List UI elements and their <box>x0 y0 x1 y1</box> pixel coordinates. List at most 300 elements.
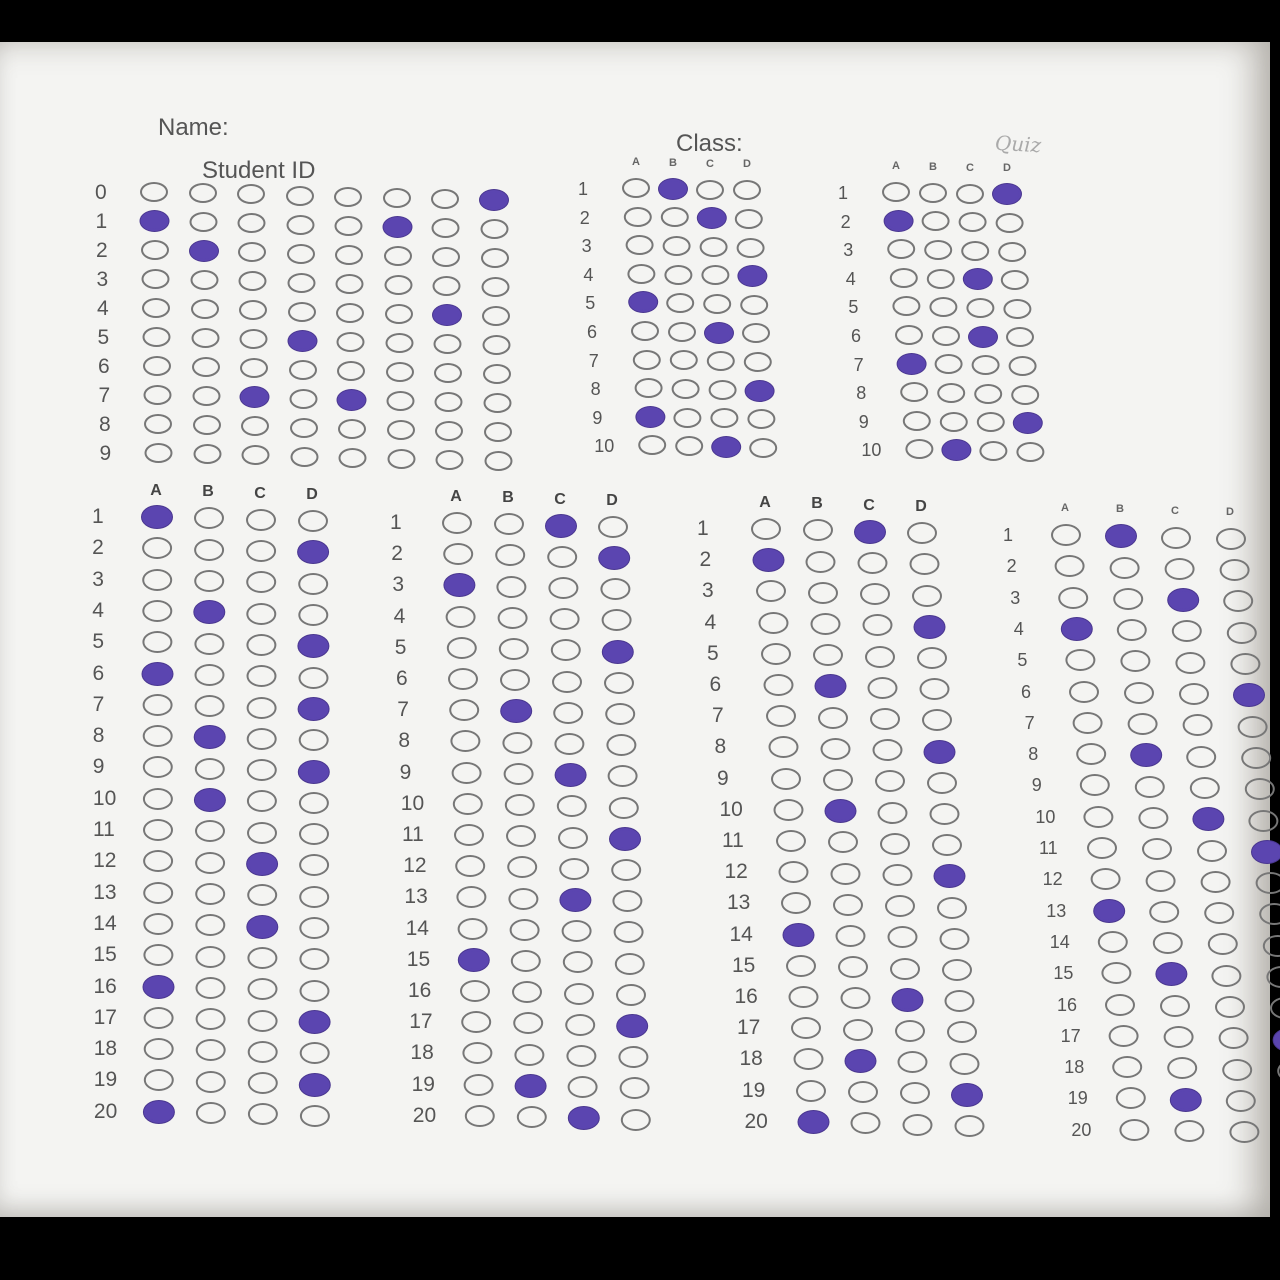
answer-bubble[interactable] <box>915 616 945 638</box>
answer-bubble[interactable] <box>1167 1057 1197 1079</box>
answer-bubble[interactable] <box>1256 872 1280 894</box>
answer-bubble[interactable] <box>300 1074 330 1096</box>
answer-bubble[interactable] <box>144 1007 174 1029</box>
answer-bubble[interactable] <box>1263 935 1280 957</box>
id-bubble[interactable] <box>480 219 508 239</box>
answer-bubble[interactable] <box>1190 777 1220 799</box>
answer-bubble[interactable] <box>196 977 226 999</box>
answer-bubble[interactable] <box>513 1012 543 1034</box>
answer-bubble[interactable] <box>929 297 957 317</box>
id-bubble[interactable] <box>193 415 221 435</box>
answer-bubble[interactable] <box>194 601 224 623</box>
answer-bubble[interactable] <box>550 608 580 630</box>
answer-bubble[interactable] <box>247 728 277 750</box>
answer-bubble[interactable] <box>1076 743 1106 765</box>
answer-bubble[interactable] <box>816 675 846 697</box>
id-bubble[interactable] <box>190 241 218 261</box>
answer-bubble[interactable] <box>606 734 636 756</box>
id-bubble[interactable] <box>483 393 511 413</box>
answer-bubble[interactable] <box>298 635 328 657</box>
answer-bubble[interactable] <box>1105 994 1135 1016</box>
answer-bubble[interactable] <box>1274 1029 1280 1051</box>
answer-bubble[interactable] <box>144 976 174 998</box>
answer-bubble[interactable] <box>833 894 863 916</box>
answer-bubble[interactable] <box>756 580 786 602</box>
answer-bubble[interactable] <box>610 828 640 850</box>
id-bubble[interactable] <box>142 298 170 318</box>
answer-bubble[interactable] <box>562 920 592 942</box>
answer-bubble[interactable] <box>143 913 173 935</box>
answer-bubble[interactable] <box>737 238 765 258</box>
answer-bubble[interactable] <box>143 882 173 904</box>
answer-bubble[interactable] <box>1080 774 1110 796</box>
answer-bubble[interactable] <box>444 574 474 596</box>
id-bubble[interactable] <box>383 188 411 208</box>
answer-bubble[interactable] <box>1156 963 1186 985</box>
answer-bubble[interactable] <box>956 184 984 204</box>
answer-bubble[interactable] <box>1069 681 1099 703</box>
id-bubble[interactable] <box>337 361 365 381</box>
id-bubble[interactable] <box>287 273 315 293</box>
id-bubble[interactable] <box>433 305 461 325</box>
answer-bubble[interactable] <box>443 543 473 565</box>
answer-bubble[interactable] <box>1220 559 1250 581</box>
answer-bubble[interactable] <box>751 518 781 540</box>
id-bubble[interactable] <box>290 418 318 438</box>
answer-bubble[interactable] <box>1098 931 1128 953</box>
answer-bubble[interactable] <box>860 583 890 605</box>
answer-bubble[interactable] <box>603 641 633 663</box>
answer-bubble[interactable] <box>512 981 542 1003</box>
answer-bubble[interactable] <box>1058 587 1088 609</box>
answer-bubble[interactable] <box>1208 933 1238 955</box>
answer-bubble[interactable] <box>836 925 866 947</box>
answer-bubble[interactable] <box>447 637 477 659</box>
answer-bubble[interactable] <box>456 886 486 908</box>
answer-bubble[interactable] <box>996 213 1024 233</box>
answer-bubble[interactable] <box>246 571 276 593</box>
answer-bubble[interactable] <box>506 825 536 847</box>
answer-bubble[interactable] <box>142 569 172 591</box>
answer-bubble[interactable] <box>462 1042 492 1064</box>
answer-bubble[interactable] <box>300 980 330 1002</box>
answer-bubble[interactable] <box>298 541 328 563</box>
answer-bubble[interactable] <box>247 790 277 812</box>
id-bubble[interactable] <box>242 445 270 465</box>
answer-bubble[interactable] <box>942 959 972 981</box>
answer-bubble[interactable] <box>195 789 225 811</box>
answer-bubble[interactable] <box>878 802 908 824</box>
answer-bubble[interactable] <box>895 1020 925 1042</box>
answer-bubble[interactable] <box>668 322 696 342</box>
answer-bubble[interactable] <box>865 646 895 668</box>
id-bubble[interactable] <box>286 215 314 235</box>
answer-bubble[interactable] <box>246 509 276 531</box>
answer-bubble[interactable] <box>843 1019 873 1041</box>
answer-bubble[interactable] <box>761 643 791 665</box>
answer-bubble[interactable] <box>600 578 630 600</box>
answer-bubble[interactable] <box>458 918 488 940</box>
id-bubble[interactable] <box>434 334 462 354</box>
answer-bubble[interactable] <box>565 1014 595 1036</box>
id-bubble[interactable] <box>238 242 266 262</box>
answer-bubble[interactable] <box>659 179 687 199</box>
answer-bubble[interactable] <box>247 884 277 906</box>
answer-bubble[interactable] <box>609 797 639 819</box>
answer-bubble[interactable] <box>442 512 472 534</box>
answer-bubble[interactable] <box>969 327 997 347</box>
answer-bubble[interactable] <box>1116 1087 1146 1109</box>
answer-bubble[interactable] <box>1161 527 1191 549</box>
answer-bubble[interactable] <box>831 863 861 885</box>
answer-bubble[interactable] <box>142 506 172 528</box>
answer-bubble[interactable] <box>450 730 480 752</box>
answer-bubble[interactable] <box>705 323 733 343</box>
answer-bubble[interactable] <box>740 295 768 315</box>
id-bubble[interactable] <box>142 269 170 289</box>
answer-bubble[interactable] <box>1219 1027 1249 1049</box>
answer-bubble[interactable] <box>1051 524 1081 546</box>
answer-bubble[interactable] <box>1226 1090 1256 1112</box>
answer-bubble[interactable] <box>742 323 770 343</box>
answer-bubble[interactable] <box>299 667 329 689</box>
answer-bubble[interactable] <box>1193 808 1223 830</box>
answer-bubble[interactable] <box>248 1072 278 1094</box>
answer-bubble[interactable] <box>247 853 277 875</box>
answer-bubble[interactable] <box>496 576 526 598</box>
id-bubble[interactable] <box>144 385 172 405</box>
answer-bubble[interactable] <box>143 944 173 966</box>
answer-bubble[interactable] <box>608 765 638 787</box>
answer-bubble[interactable] <box>499 638 529 660</box>
answer-bubble[interactable] <box>616 984 646 1006</box>
answer-bubble[interactable] <box>1001 270 1029 290</box>
id-bubble[interactable] <box>480 190 508 210</box>
answer-bubble[interactable] <box>1179 683 1209 705</box>
answer-bubble[interactable] <box>510 919 540 941</box>
answer-bubble[interactable] <box>1014 413 1042 433</box>
answer-bubble[interactable] <box>863 614 893 636</box>
answer-bubble[interactable] <box>1146 870 1176 892</box>
answer-bubble[interactable] <box>455 855 485 877</box>
answer-bubble[interactable] <box>925 741 955 763</box>
answer-bubble[interactable] <box>1229 1121 1259 1143</box>
answer-bubble[interactable] <box>599 547 629 569</box>
answer-bubble[interactable] <box>1055 555 1085 577</box>
answer-bubble[interactable] <box>945 990 975 1012</box>
answer-bubble[interactable] <box>517 1106 547 1128</box>
answer-bubble[interactable] <box>196 1039 226 1061</box>
answer-bubble[interactable] <box>248 978 278 1000</box>
answer-bubble[interactable] <box>789 986 819 1008</box>
id-bubble[interactable] <box>435 392 463 412</box>
answer-bubble[interactable] <box>848 1081 878 1103</box>
answer-bubble[interactable] <box>912 585 942 607</box>
answer-bubble[interactable] <box>459 949 489 971</box>
answer-bubble[interactable] <box>791 1017 821 1039</box>
answer-bubble[interactable] <box>500 669 530 691</box>
answer-bubble[interactable] <box>1171 1089 1201 1111</box>
id-bubble[interactable] <box>436 450 464 470</box>
id-bubble[interactable] <box>334 187 362 207</box>
answer-bubble[interactable] <box>666 293 694 313</box>
answer-bubble[interactable] <box>870 708 900 730</box>
answer-bubble[interactable] <box>974 384 1002 404</box>
id-bubble[interactable] <box>145 443 173 463</box>
answer-bubble[interactable] <box>143 663 173 685</box>
answer-bubble[interactable] <box>299 729 329 751</box>
answer-bubble[interactable] <box>556 764 586 786</box>
id-bubble[interactable] <box>432 247 460 267</box>
answer-bubble[interactable] <box>195 820 225 842</box>
id-bubble[interactable] <box>384 246 412 266</box>
answer-bubble[interactable] <box>927 269 955 289</box>
id-bubble[interactable] <box>191 299 219 319</box>
answer-bubble[interactable] <box>449 699 479 721</box>
answer-bubble[interactable] <box>841 987 871 1009</box>
answer-bubble[interactable] <box>142 537 172 559</box>
id-bubble[interactable] <box>141 240 169 260</box>
answer-bubble[interactable] <box>796 1080 826 1102</box>
answer-bubble[interactable] <box>851 1112 881 1134</box>
answer-bubble[interactable] <box>885 895 915 917</box>
answer-bubble[interactable] <box>299 886 329 908</box>
answer-bubble[interactable] <box>453 793 483 815</box>
answer-bubble[interactable] <box>966 298 994 318</box>
id-bubble[interactable] <box>240 358 268 378</box>
answer-bubble[interactable] <box>1165 558 1195 580</box>
answer-bubble[interactable] <box>993 184 1021 204</box>
answer-bubble[interactable] <box>1094 900 1124 922</box>
answer-bubble[interactable] <box>932 834 962 856</box>
answer-bubble[interactable] <box>620 1077 650 1099</box>
answer-bubble[interactable] <box>769 736 799 758</box>
answer-bubble[interactable] <box>300 1011 330 1033</box>
answer-bubble[interactable] <box>247 697 277 719</box>
answer-bubble[interactable] <box>194 570 224 592</box>
answer-bubble[interactable] <box>1009 356 1037 376</box>
answer-bubble[interactable] <box>935 354 963 374</box>
answer-bubble[interactable] <box>698 208 726 228</box>
answer-bubble[interactable] <box>553 702 583 724</box>
id-bubble[interactable] <box>192 386 220 406</box>
answer-bubble[interactable] <box>935 865 965 887</box>
answer-bubble[interactable] <box>808 582 838 604</box>
answer-bubble[interactable] <box>1016 442 1044 462</box>
answer-bubble[interactable] <box>919 183 947 203</box>
id-bubble[interactable] <box>482 306 510 326</box>
answer-bubble[interactable] <box>811 613 841 635</box>
answer-bubble[interactable] <box>1073 712 1103 734</box>
answer-bubble[interactable] <box>464 1074 494 1096</box>
answer-bubble[interactable] <box>143 788 173 810</box>
answer-bubble[interactable] <box>514 1044 544 1066</box>
id-bubble[interactable] <box>338 419 366 439</box>
answer-bubble[interactable] <box>1238 716 1268 738</box>
answer-bubble[interactable] <box>823 769 853 791</box>
answer-bubble[interactable] <box>626 235 654 255</box>
answer-bubble[interactable] <box>507 856 537 878</box>
answer-bubble[interactable] <box>784 924 814 946</box>
answer-bubble[interactable] <box>776 830 806 852</box>
answer-bubble[interactable] <box>1230 653 1260 675</box>
answer-bubble[interactable] <box>890 958 920 980</box>
answer-bubble[interactable] <box>299 917 329 939</box>
id-bubble[interactable] <box>481 277 509 297</box>
id-bubble[interactable] <box>335 245 363 265</box>
answer-bubble[interactable] <box>1153 932 1183 954</box>
answer-bubble[interactable] <box>937 383 965 403</box>
answer-bubble[interactable] <box>195 758 225 780</box>
answer-bubble[interactable] <box>922 211 950 231</box>
answer-bubble[interactable] <box>673 408 701 428</box>
answer-bubble[interactable] <box>246 603 276 625</box>
answer-bubble[interactable] <box>1006 327 1034 347</box>
answer-bubble[interactable] <box>1164 1026 1194 1048</box>
answer-bubble[interactable] <box>195 664 225 686</box>
answer-bubble[interactable] <box>749 438 777 458</box>
answer-bubble[interactable] <box>299 948 329 970</box>
id-bubble[interactable] <box>289 389 317 409</box>
answer-bubble[interactable] <box>1222 1059 1252 1081</box>
id-bubble[interactable] <box>338 390 366 410</box>
id-bubble[interactable] <box>387 420 415 440</box>
answer-bubble[interactable] <box>885 211 913 231</box>
id-bubble[interactable] <box>143 327 171 347</box>
answer-bubble[interactable] <box>142 631 172 653</box>
answer-bubble[interactable] <box>927 772 957 794</box>
id-bubble[interactable] <box>287 244 315 264</box>
answer-bubble[interactable] <box>554 733 584 755</box>
id-bubble[interactable] <box>434 363 462 383</box>
answer-bubble[interactable] <box>614 921 644 943</box>
answer-bubble[interactable] <box>771 768 801 790</box>
answer-bubble[interactable] <box>454 824 484 846</box>
answer-bubble[interactable] <box>838 956 868 978</box>
answer-bubble[interactable] <box>633 350 661 370</box>
answer-bubble[interactable] <box>1101 962 1131 984</box>
answer-bubble[interactable] <box>873 739 903 761</box>
answer-bubble[interactable] <box>955 1115 985 1137</box>
answer-bubble[interactable] <box>952 1084 982 1106</box>
answer-bubble[interactable] <box>248 1010 278 1032</box>
answer-bubble[interactable] <box>569 1107 599 1129</box>
answer-bubble[interactable] <box>144 1038 174 1060</box>
answer-bubble[interactable] <box>195 695 225 717</box>
answer-bubble[interactable] <box>781 892 811 914</box>
answer-bubble[interactable] <box>1117 619 1147 641</box>
answer-bubble[interactable] <box>917 647 947 669</box>
answer-bubble[interactable] <box>612 890 642 912</box>
id-bubble[interactable] <box>286 186 314 206</box>
answer-bubble[interactable] <box>712 437 740 457</box>
answer-bubble[interactable] <box>1062 618 1092 640</box>
answer-bubble[interactable] <box>298 573 328 595</box>
answer-bubble[interactable] <box>494 513 524 535</box>
answer-bubble[interactable] <box>196 1071 226 1093</box>
answer-bubble[interactable] <box>1211 965 1241 987</box>
answer-bubble[interactable] <box>247 916 277 938</box>
answer-bubble[interactable] <box>144 1101 174 1123</box>
answer-bubble[interactable] <box>664 265 692 285</box>
id-bubble[interactable] <box>481 248 509 268</box>
answer-bubble[interactable] <box>1003 299 1031 319</box>
answer-bubble[interactable] <box>247 947 277 969</box>
answer-bubble[interactable] <box>602 609 632 631</box>
answer-bubble[interactable] <box>246 634 276 656</box>
answer-bubble[interactable] <box>888 926 918 948</box>
answer-bubble[interactable] <box>675 436 703 456</box>
answer-bubble[interactable] <box>1128 713 1158 735</box>
id-bubble[interactable] <box>237 184 265 204</box>
answer-bubble[interactable] <box>636 407 664 427</box>
answer-bubble[interactable] <box>1197 840 1227 862</box>
id-bubble[interactable] <box>239 300 267 320</box>
answer-bubble[interactable] <box>959 212 987 232</box>
answer-bubble[interactable] <box>922 709 952 731</box>
answer-bubble[interactable] <box>516 1075 546 1097</box>
id-bubble[interactable] <box>191 328 219 348</box>
answer-bubble[interactable] <box>1259 903 1280 925</box>
answer-bubble[interactable] <box>547 546 577 568</box>
answer-bubble[interactable] <box>1120 650 1150 672</box>
answer-bubble[interactable] <box>1142 838 1172 860</box>
answer-bubble[interactable] <box>299 792 329 814</box>
answer-bubble[interactable] <box>300 1105 330 1127</box>
answer-bubble[interactable] <box>890 268 918 288</box>
answer-bubble[interactable] <box>964 269 992 289</box>
answer-bubble[interactable] <box>759 612 789 634</box>
id-bubble[interactable] <box>189 212 217 232</box>
answer-bubble[interactable] <box>560 889 590 911</box>
answer-bubble[interactable] <box>631 321 659 341</box>
answer-bubble[interactable] <box>559 858 589 880</box>
answer-bubble[interactable] <box>624 207 652 227</box>
answer-bubble[interactable] <box>617 1015 647 1037</box>
id-bubble[interactable] <box>240 329 268 349</box>
answer-bubble[interactable] <box>1138 807 1168 829</box>
answer-bubble[interactable] <box>1201 871 1231 893</box>
answer-bubble[interactable] <box>558 827 588 849</box>
answer-bubble[interactable] <box>858 552 888 574</box>
answer-bubble[interactable] <box>299 854 329 876</box>
answer-bubble[interactable] <box>505 794 535 816</box>
answer-bubble[interactable] <box>744 352 772 372</box>
answer-bubble[interactable] <box>194 507 224 529</box>
answer-bubble[interactable] <box>1091 868 1121 890</box>
answer-bubble[interactable] <box>144 1069 174 1091</box>
answer-bubble[interactable] <box>1270 997 1280 1019</box>
answer-bubble[interactable] <box>604 672 634 694</box>
answer-bubble[interactable] <box>298 510 328 532</box>
answer-bubble[interactable] <box>1011 385 1039 405</box>
id-bubble[interactable] <box>290 447 318 467</box>
id-bubble[interactable] <box>143 356 171 376</box>
id-bubble[interactable] <box>288 331 316 351</box>
answer-bubble[interactable] <box>940 928 970 950</box>
answer-bubble[interactable] <box>1106 525 1136 547</box>
answer-bubble[interactable] <box>998 242 1026 262</box>
answer-bubble[interactable] <box>195 852 225 874</box>
id-bubble[interactable] <box>386 362 414 382</box>
answer-bubble[interactable] <box>903 1114 933 1136</box>
answer-bubble[interactable] <box>818 707 848 729</box>
answer-bubble[interactable] <box>248 1103 278 1125</box>
answer-bubble[interactable] <box>735 209 763 229</box>
answer-bubble[interactable] <box>448 668 478 690</box>
answer-bubble[interactable] <box>495 544 525 566</box>
answer-bubble[interactable] <box>1266 966 1280 988</box>
